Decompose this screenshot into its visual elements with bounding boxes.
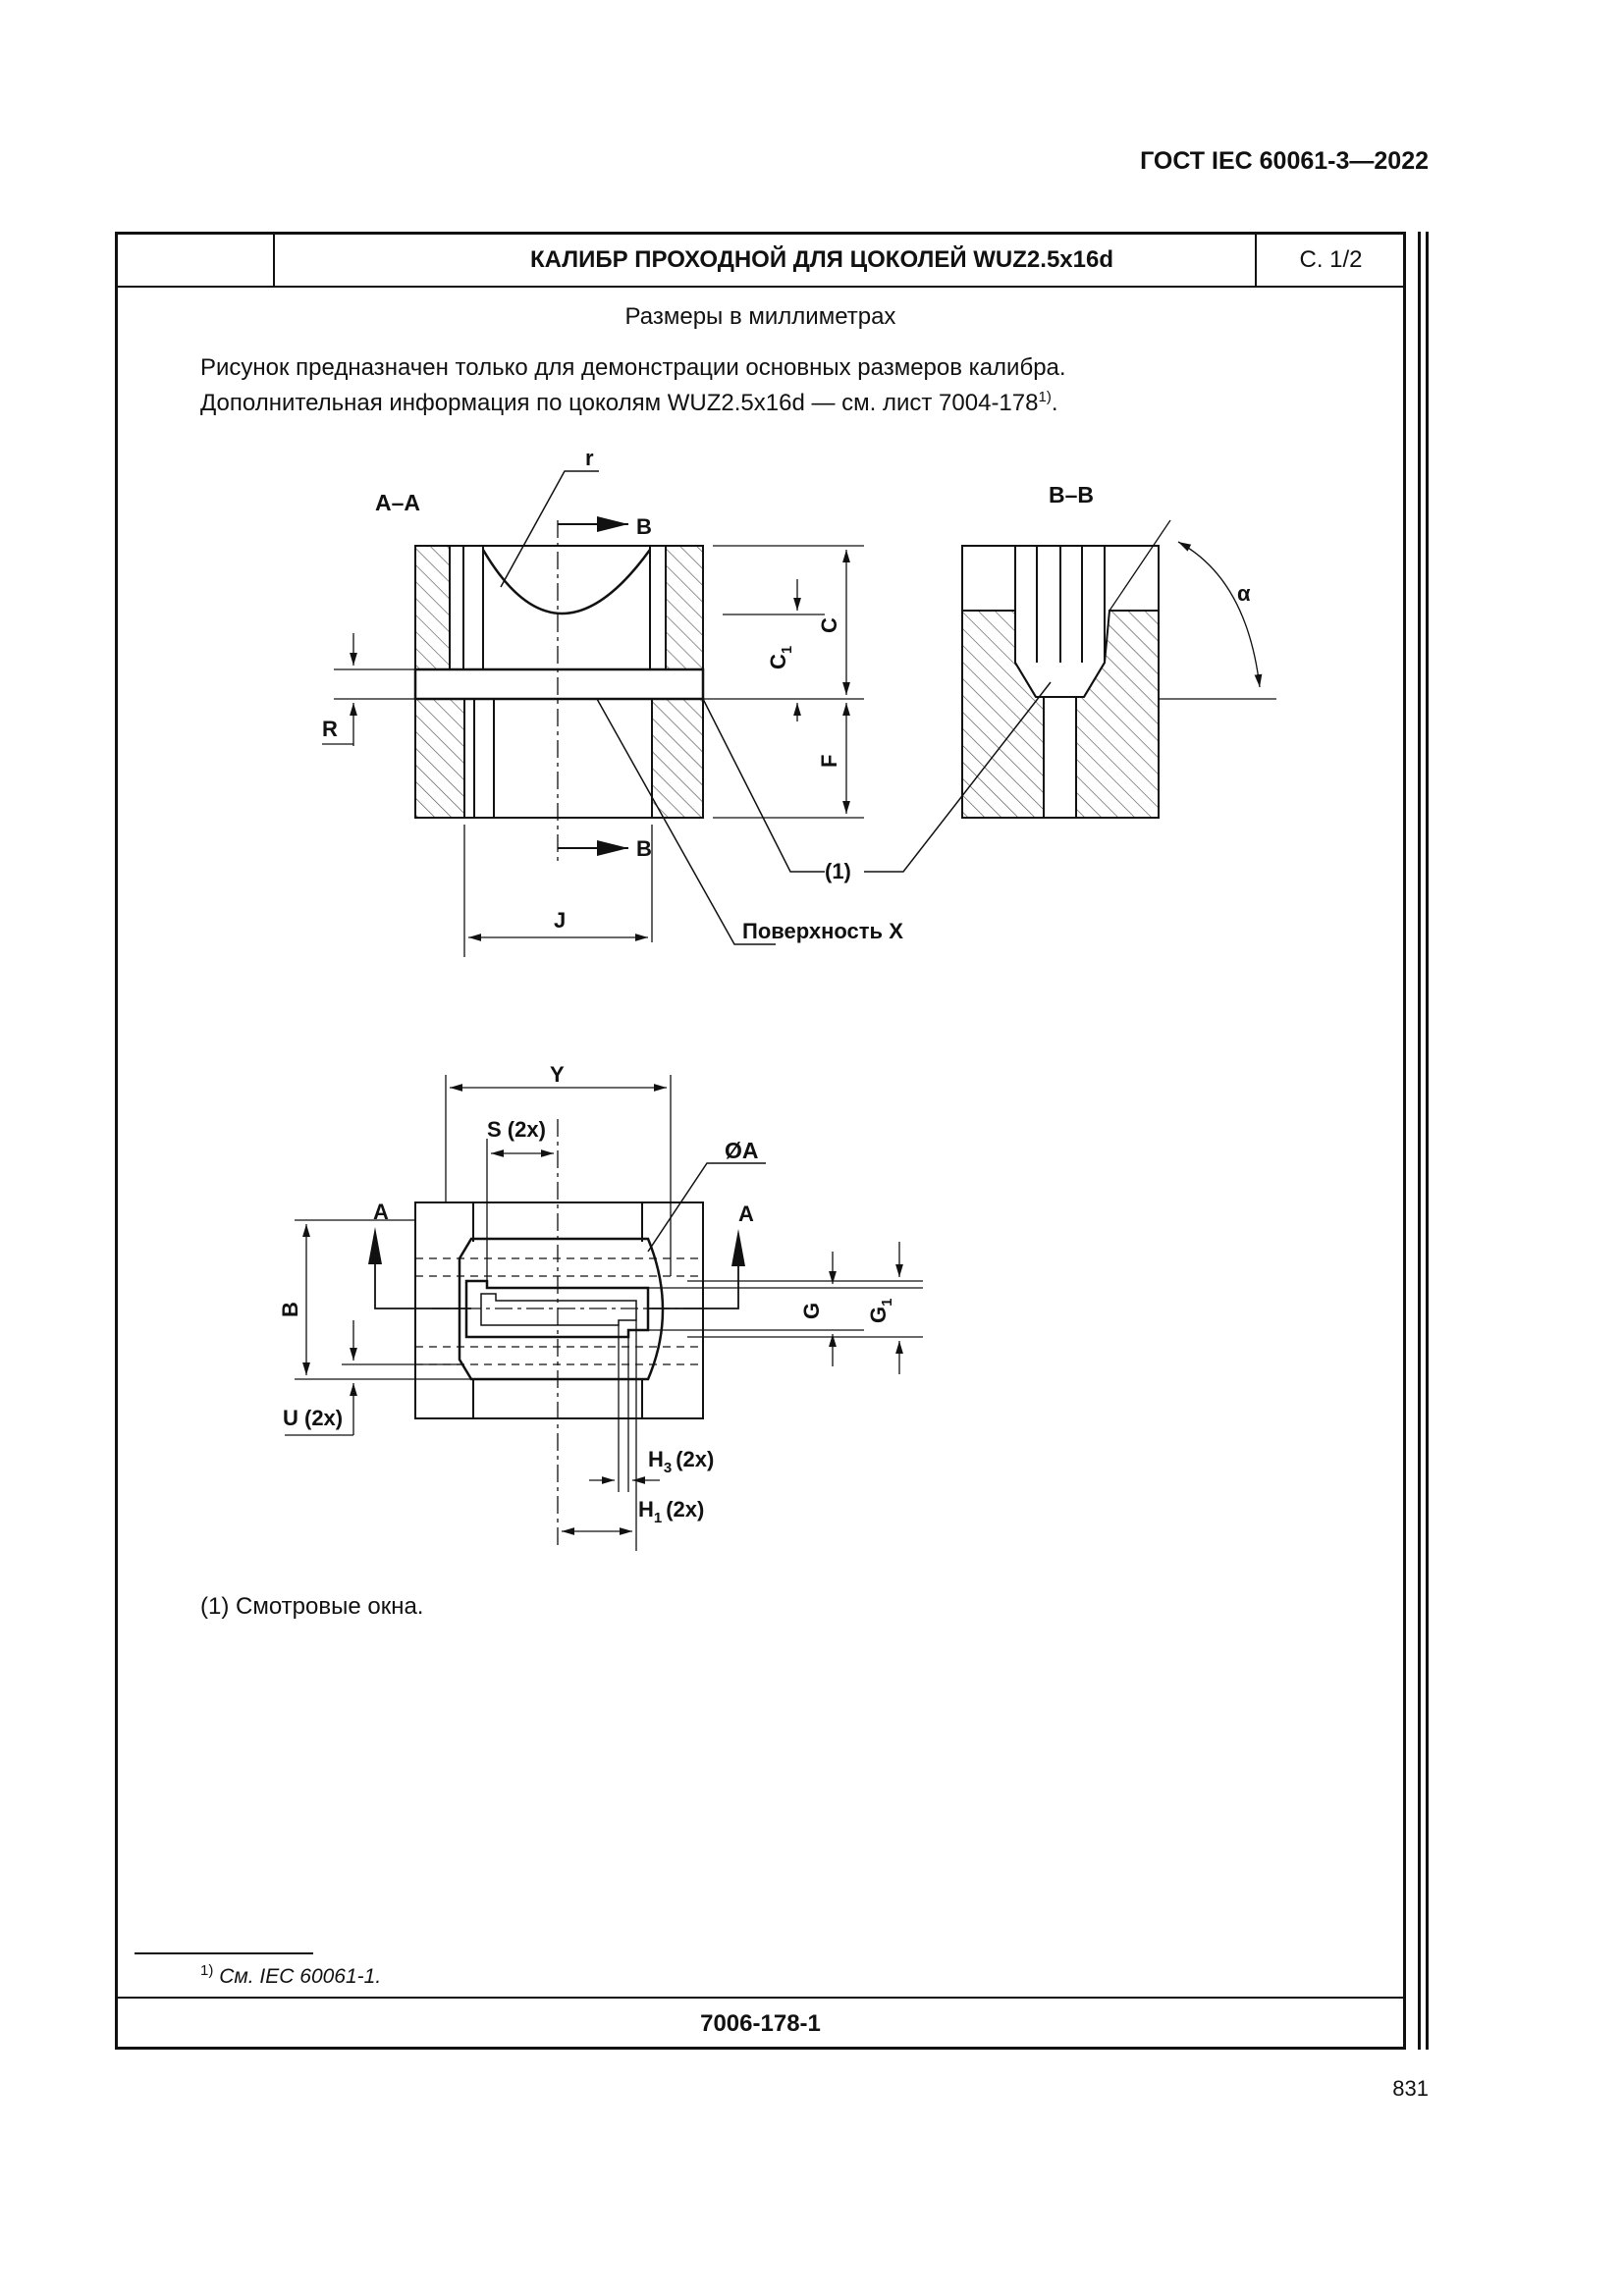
label-b-top: B (636, 514, 652, 539)
label-r-dim: R (322, 717, 338, 741)
label-g1 (866, 1299, 895, 1323)
label-g1-main: G (866, 1306, 891, 1323)
sheet-page: С. 1/2 (1255, 235, 1405, 286)
label-s: S (2x) (487, 1117, 546, 1142)
label-f: F (817, 754, 841, 768)
label-h3-main: H (648, 1447, 664, 1471)
label-h3-x: (2x) (676, 1447, 715, 1471)
label-section-aa: A–A (375, 490, 421, 515)
label-c: C (817, 617, 841, 633)
legend-text: (1) Смотровые окна. (200, 1593, 424, 1620)
standard-code: ГОСТ IEC 60061-3—2022 (1140, 147, 1429, 175)
label-h1-main: H (638, 1497, 654, 1522)
note-line-2: Дополнительная информация по цоколям WUZ2.5x16d — см. лист 7004-178$^{1)}$. (200, 389, 1058, 416)
label-dia-a: ØA (725, 1138, 759, 1163)
label-c1-sub: 1 (779, 645, 795, 655)
label-h1-x: (2x) (666, 1497, 705, 1522)
page-number: 831 (1392, 2076, 1429, 2101)
label-h1-sub: 1 (653, 1510, 663, 1526)
label-g1-sub: 1 (879, 1298, 895, 1307)
label-b-bottom: B (636, 836, 652, 861)
section-aa-view (322, 471, 864, 957)
label-c1-main: C (766, 654, 790, 669)
note-line-1: Рисунок предназначен только для демонстрации основных размеров калибра. (200, 354, 1066, 381)
note-line-2-text: Дополнительная информация по цоколям WUZ2.5x16d — см. лист 7004-178 (200, 390, 1039, 416)
note-footnote-mark: 1) (1038, 389, 1052, 405)
label-h1 (638, 1497, 704, 1526)
label-a-right: A (738, 1201, 754, 1226)
sheet-number: 7006-178-1 (118, 1997, 1403, 2049)
label-g: G (799, 1302, 824, 1319)
label-b-plan: B (278, 1302, 302, 1317)
label-y: Y (550, 1062, 565, 1087)
label-h3 (648, 1447, 714, 1476)
footnote-mark: 1) (200, 1962, 214, 1979)
label-section-bb: B–B (1049, 482, 1095, 507)
plan-view (285, 1075, 923, 1551)
label-surface-x: Поверхность X (742, 919, 903, 943)
sheet-title: КАЛИБР ПРОХОДНОЙ ДЛЯ ЦОКОЛЕЙ WUZ2.5x16d (530, 246, 1113, 273)
label-window-ref: (1) (825, 859, 851, 883)
footnote-text: См. IEC 60061-1. (219, 1965, 382, 1988)
section-bb-view (864, 520, 1276, 872)
label-h3-sub: 3 (663, 1460, 673, 1476)
label-c1 (766, 646, 795, 669)
label-j: J (554, 908, 567, 933)
label-a-left: A (373, 1200, 389, 1224)
units-note: Размеры в миллиметрах (624, 303, 896, 330)
label-u: U (2x) (283, 1406, 344, 1430)
label-r: r (585, 446, 594, 470)
label-alpha: α (1237, 581, 1251, 606)
